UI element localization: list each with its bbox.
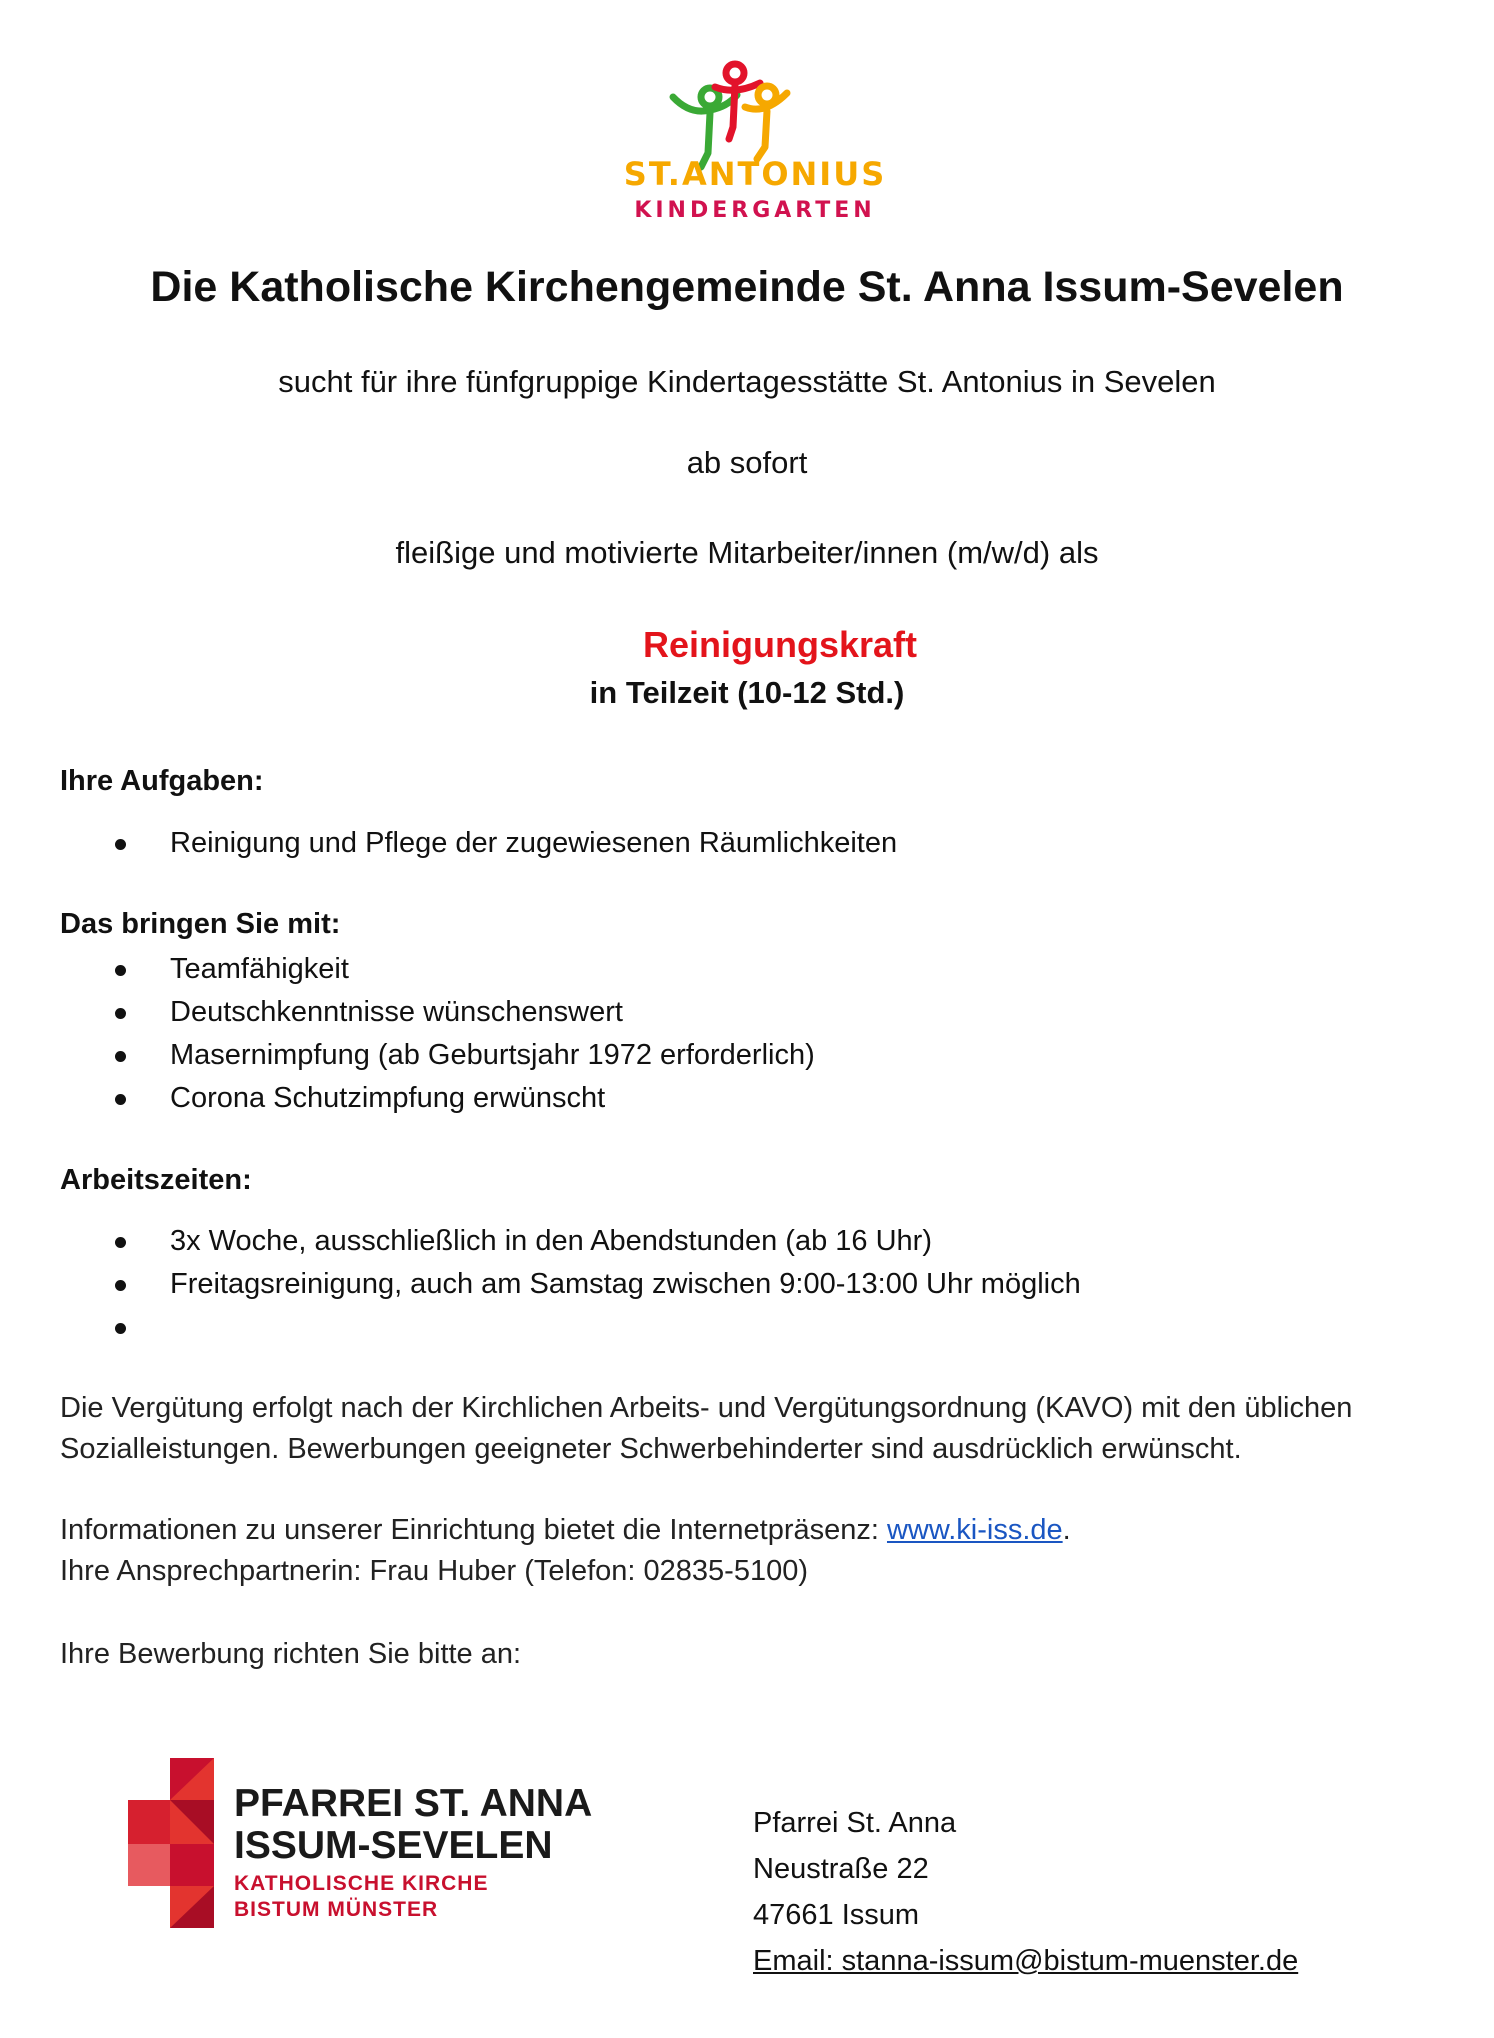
logo-text-st-antonius: ST.ANTONIUS	[623, 155, 887, 193]
website-link[interactable]: www.ki-iss.de	[886, 1514, 1063, 1546]
list-item: Corona Schutzimpfung erwünscht	[60, 1077, 815, 1120]
bullet-icon	[115, 1094, 126, 1105]
position-subtitle: in Teilzeit (10-12 Std.)	[589, 675, 905, 710]
tasks-heading: Ihre Aufgaben:	[60, 765, 264, 797]
pfarrei-logo	[128, 1758, 598, 1928]
bullet-icon	[115, 1051, 126, 1062]
compensation-text: Die Vergütung erfolgt nach der Kirchlichen Arbeits- und Vergütungsordnung (KAVO) mit den üblichen Sozialleistungen. Bewerbungen geeigneter Schwerbehinderter sind ausdrücklich erwünscht.	[60, 1392, 1353, 1465]
logo-text-kindergarten: KINDERGARTEN	[634, 198, 876, 223]
info-line: Informationen zu unserer Einrichtung bietet die Internetpräsenz: www.ki-iss.de.	[60, 1514, 1071, 1546]
requirements-heading: Das bringen Sie mit:	[60, 908, 341, 940]
bullet-icon	[115, 1280, 126, 1291]
pfarrei-diocese: BISTUM MÜNSTER	[234, 1898, 439, 1921]
list-item: Deutschkenntnisse wünschenswert	[60, 991, 815, 1034]
list-item: 3x Woche, ausschließlich in den Abendstunden (ab 16 Uhr)	[60, 1220, 1081, 1263]
child-figure-yellow-icon	[745, 86, 787, 159]
bullet-icon	[115, 1008, 126, 1019]
address-email-link[interactable]: Email: stanna-issum@bistum-muenster.de	[753, 1945, 1299, 1977]
intro-line-1: sucht für ihre fünfgruppige Kindertagesstätte St. Antonius in Sevelen	[278, 364, 1216, 399]
pfarrei-church: KATHOLISCHE KIRCHE	[234, 1872, 489, 1895]
bullet-icon	[115, 1323, 126, 1334]
requirements-list	[60, 948, 815, 1120]
intro-line-3: fleißige und motivierte Mitarbeiter/innen (m/w/d) als	[395, 535, 1099, 570]
position-title: Reinigungskraft	[642, 624, 918, 665]
list-item: Reinigung und Pflege der zugewiesenen Räumlichkeiten	[60, 822, 897, 865]
list-item: Masernimpfung (ab Geburtsjahr 1972 erforderlich)	[60, 1034, 815, 1077]
bullet-icon	[115, 1237, 126, 1248]
pfarrei-name: PFARREI ST. ANNA	[234, 1782, 593, 1825]
bullet-icon	[115, 839, 126, 850]
bullet-icon	[115, 965, 126, 976]
list-item	[60, 1306, 1081, 1349]
cross-icon	[128, 1758, 214, 1928]
info-text	[60, 1510, 1460, 1592]
page-title: Die Katholische Kirchengemeinde St. Anna Issum-Sevelen	[150, 263, 1344, 311]
address-street: Neustraße 22	[753, 1853, 929, 1885]
list-item: Teamfähigkeit	[60, 948, 815, 991]
list-item: Freitagsreinigung, auch am Samstag zwischen 9:00-13:00 Uhr möglich	[60, 1263, 1081, 1306]
address-block	[753, 1800, 1298, 1984]
intro-line-2: ab sofort	[686, 445, 808, 480]
address-name: Pfarrei St. Anna	[753, 1807, 957, 1839]
child-figure-red-icon	[715, 64, 760, 139]
hours-list	[60, 1220, 1081, 1349]
kindergarten-logo	[615, 55, 895, 225]
pfarrei-location: ISSUM-SEVELEN	[234, 1824, 553, 1867]
address-city: 47661 Issum	[753, 1899, 920, 1931]
hours-heading: Arbeitszeiten:	[60, 1164, 252, 1196]
tasks-list	[60, 822, 897, 865]
apply-text: Ihre Bewerbung richten Sie bitte an:	[60, 1638, 522, 1670]
contact-line: Ihre Ansprechpartnerin: Frau Huber (Telefon: 02835-5100)	[60, 1555, 808, 1587]
